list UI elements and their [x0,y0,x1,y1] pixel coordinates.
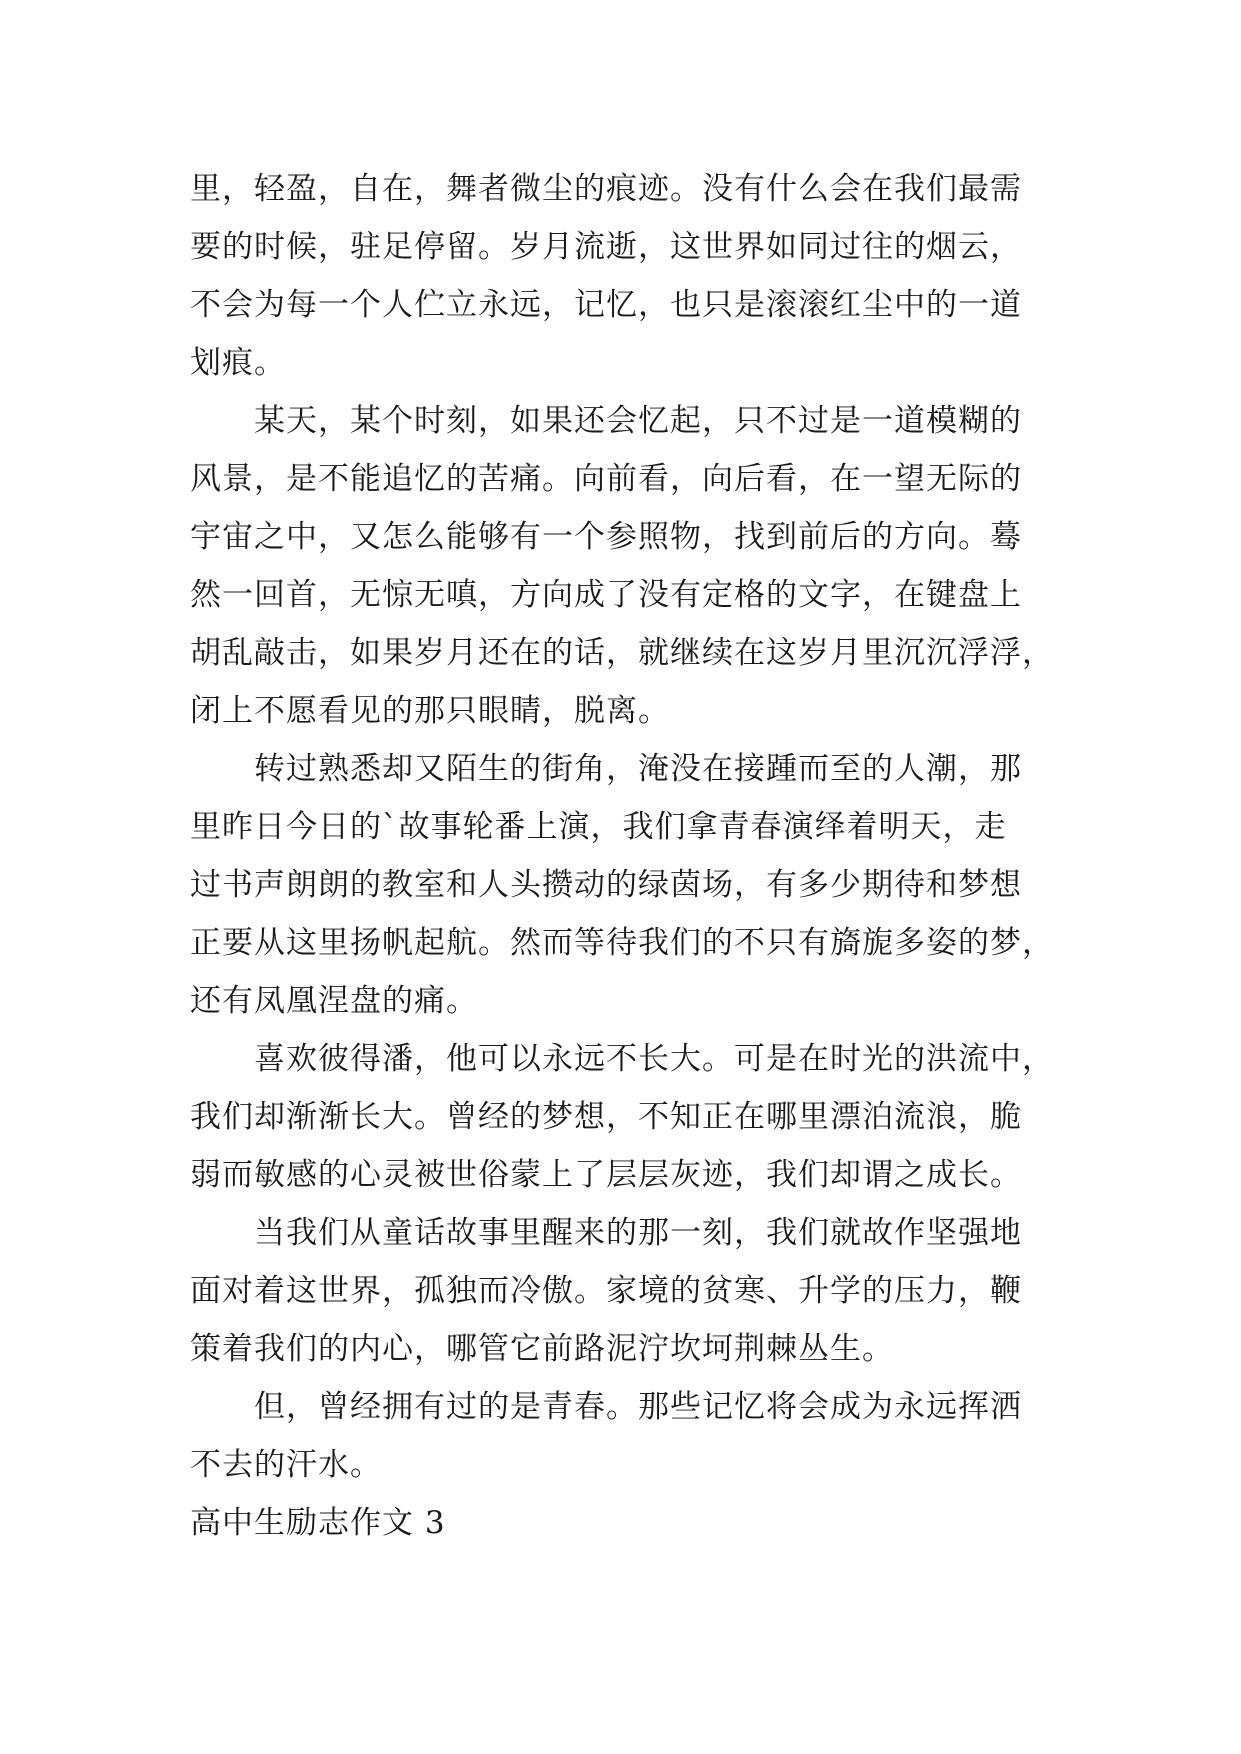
text-line: 面对着这世界，孤独而冷傲。家境的贫寒、升学的压力，鞭 [190,1273,1022,1309]
document-body [190,160,1070,1552]
text-line: 要的时候，驻足停留。岁月流逝，这世界如同过往的烟云， [190,229,1022,265]
text-line: 宇宙之中，又怎么能够有一个参照物，找到前后的方向。蓦 [190,519,1022,555]
paragraph-3 [190,740,1070,1030]
text-line: 我们却渐渐长大。曾经的梦想，不知正在哪里漂泊流浪，脆 [190,1099,1022,1135]
text-line: 转过熟悉却又陌生的街角，淹没在接踵而至的人潮，那 [254,751,1022,787]
heading-text: 高中生励志作文 3 [190,1505,446,1541]
text-line: 某天，某个时刻，如果还会忆起，只不过是一道模糊的 [254,403,1022,439]
paragraph-1 [190,160,1070,392]
paragraph-4 [190,1030,1070,1204]
text-line: 闭上不愿看见的那只眼睛，脱离。 [190,693,670,729]
section-heading [190,1494,1070,1552]
text-line: 不去的汗水。 [190,1447,382,1483]
text-line: 弱而敏感的心灵被世俗蒙上了层层灰迹，我们却谓之成长。 [190,1157,1022,1193]
paragraph-6 [190,1378,1070,1494]
paragraph-5 [190,1204,1070,1378]
text-line: 但，曾经拥有过的是青春。那些记忆将会成为永远挥洒 [254,1389,1022,1425]
text-line: 喜欢彼得潘，他可以永远不长大。可是在时光的洪流中， [254,1041,1054,1077]
text-line: 策着我们的内心，哪管它前路泥泞坎坷荆棘丛生。 [190,1331,894,1367]
text-line: 不会为每一个人伫立永远，记忆，也只是滚滚红尘中的一道 [190,287,1022,323]
text-line: 划痕。 [190,345,286,381]
text-line: 正要从这里扬帆起航。然而等待我们的不只有旖旎多姿的梦， [190,925,1054,961]
paragraph-2 [190,392,1070,740]
text-line: 然一回首，无惊无嗔，方向成了没有定格的文字，在键盘上 [190,577,1022,613]
text-line: 当我们从童话故事里醒来的那一刻，我们就故作坚强地 [254,1215,1022,1251]
text-line: 胡乱敲击，如果岁月还在的话，就继续在这岁月里沉沉浮浮， [190,635,1054,671]
text-line: 风景，是不能追忆的苦痛。向前看，向后看，在一望无际的 [190,461,1022,497]
text-line: 过书声朗朗的教室和人头攒动的绿茵场，有多少期待和梦想 [190,867,1022,903]
text-line: 里昨日今日的`故事轮番上演，我们拿青春演绎着明天，走 [190,809,1007,845]
text-line: 里，轻盈，自在，舞者微尘的痕迹。没有什么会在我们最需 [190,171,1022,207]
text-line: 还有凤凰涅盘的痛。 [190,983,478,1019]
